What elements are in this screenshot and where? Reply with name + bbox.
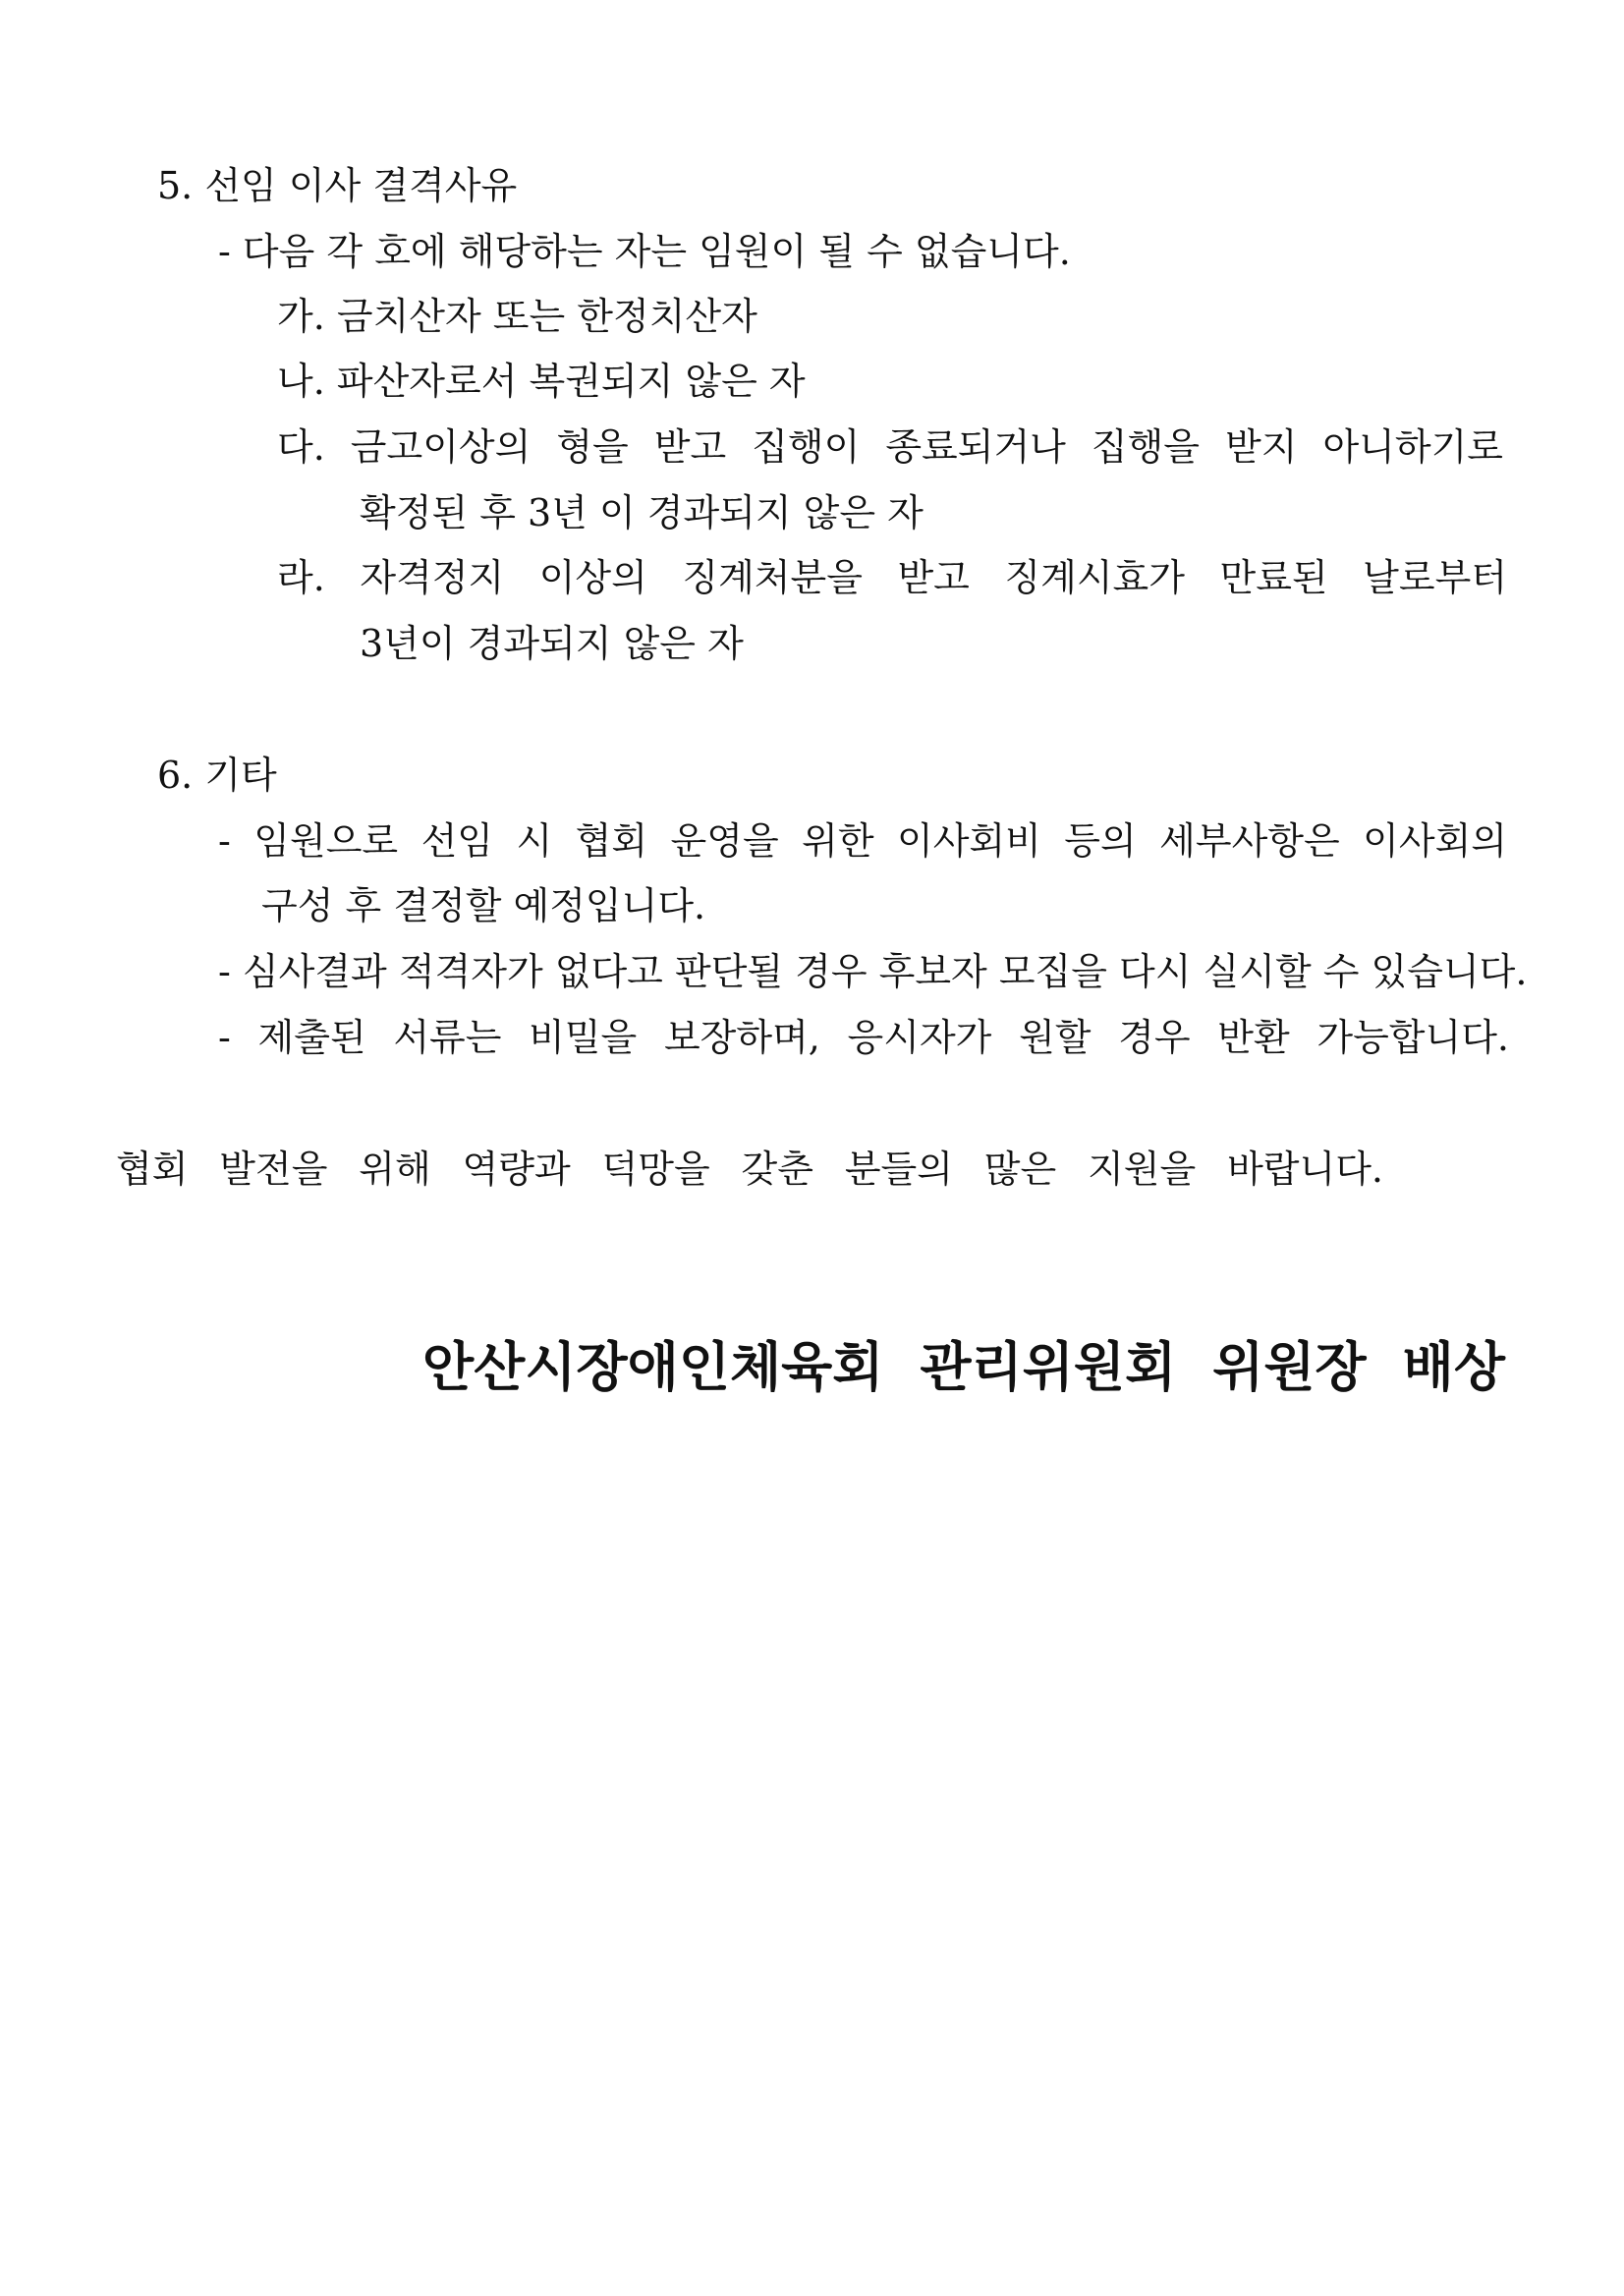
closing-statement: 협회 발전을 위해 역량과 덕망을 갖춘 분들의 많은 지원을 바랍니다.	[116, 1148, 1383, 1191]
section-5-item-da: 다. 금고이상의 형을 받고 집행이 종료되거나 집행을 받지 아니하기로	[277, 425, 1503, 469]
section-5-intro: - 다음 각 호에 해당하는 자는 임원이 될 수 없습니다.	[218, 230, 1071, 273]
section-6-item-3: - 제출된 서류는 비밀을 보장하며, 응시자가 원할 경우 반환 가능합니다.	[218, 1016, 1509, 1059]
section-5-heading: 5. 선임 이사 결격사유	[157, 164, 518, 207]
section-5-item-ra: 라. 자격정지 이상의 징계처분을 받고 징계시효가 만료된 날로부터	[277, 556, 1507, 599]
section-6-item-1-continued: 구성 후 결정할 예정입니다.	[261, 884, 706, 927]
section-6-heading: 6. 기타	[157, 754, 277, 797]
section-5-item-ra-continued: 3년이 경과되지 않은 자	[360, 622, 744, 665]
signature-line: 안산시장애인체육회 관리위원회 위원장 배상	[422, 1336, 1505, 1398]
section-5-item-da-continued: 확정된 후 3년 이 경과되지 않은 자	[360, 491, 924, 534]
section-5-item-na: 나. 파산자로서 복권되지 않은 자	[277, 360, 806, 403]
section-5-item-ga: 가. 금치산자 또는 한정치산자	[277, 295, 757, 338]
section-6-item-1: - 임원으로 선임 시 협회 운영을 위한 이사회비 등의 세부사항은 이사회의	[218, 819, 1507, 863]
section-6-item-2: - 심사결과 적격자가 없다고 판단될 경우 후보자 모집을 다시 실시할 수 있습니다.	[218, 950, 1528, 993]
